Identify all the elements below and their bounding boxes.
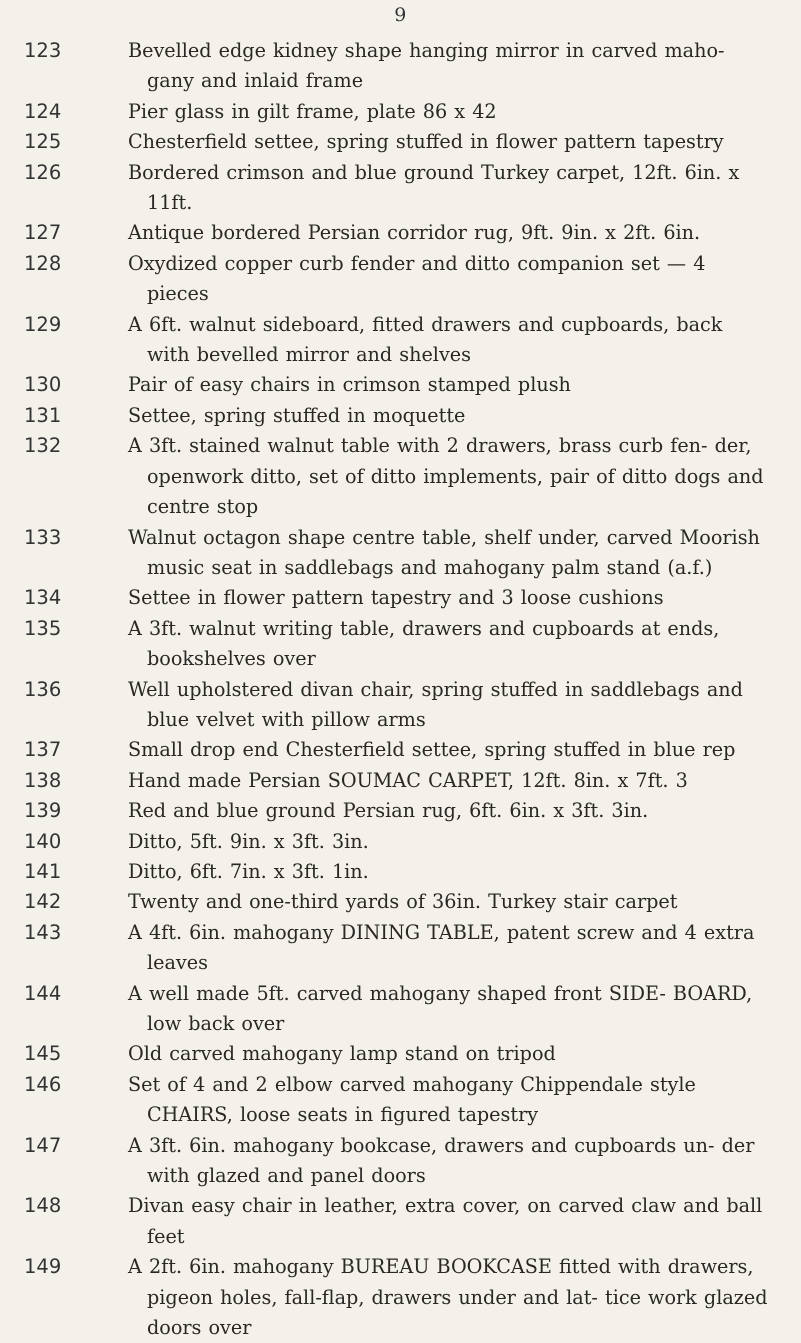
lot-entry	[0, 918, 801, 979]
lot-number: 139	[24, 799, 62, 823]
lot-number: 147	[24, 1133, 62, 1157]
lot-entry	[0, 523, 801, 584]
lot-description: Pier glass in gilt frame, plate 86 x 42	[128, 99, 497, 123]
lot-description: Ditto, 5ft. 9in. x 3ft. 3in.	[128, 829, 369, 853]
lot-entry	[0, 1252, 801, 1343]
lot-entry	[0, 857, 801, 887]
lot-description: Old carved mahogany lamp stand on tripod	[128, 1042, 556, 1066]
lot-entry	[0, 370, 801, 400]
lot-entry	[0, 158, 801, 219]
lot-entry	[0, 979, 801, 1040]
lot-entry	[0, 401, 801, 431]
lot-description: A 3ft. 6in. mahogany bookcase, drawers and cupboards un- der with glazed and panel doors	[128, 1133, 755, 1188]
page-number: 9	[394, 4, 407, 26]
lot-description: Set of 4 and 2 elbow carved mahogany Chippendale style CHAIRS, loose seats in figured tapestry	[128, 1072, 696, 1127]
lot-number: 132	[24, 434, 62, 458]
lot-number: 135	[24, 616, 62, 640]
lot-number: 145	[24, 1042, 62, 1066]
lot-number: 133	[24, 525, 62, 549]
lot-number: 131	[24, 403, 62, 427]
lot-number: 130	[24, 373, 62, 397]
lot-number: 142	[24, 890, 62, 914]
lot-description: A 6ft. walnut sideboard, fitted drawers and cupboards, back with bevelled mirror and shelves	[128, 312, 723, 367]
lot-description: A well made 5ft. carved mahogany shaped front SIDE- BOARD, low back over	[128, 981, 753, 1035]
lot-number: 127	[24, 221, 62, 245]
lot-description: Walnut octagon shape centre table, shelf under, carved Moorish music seat in saddlebags and mahogany palm stand (a.f.)	[128, 525, 760, 579]
lot-entry	[0, 310, 801, 371]
lot-number: 136	[24, 677, 62, 701]
lot-description: A 4ft. 6in. mahogany DINING TABLE, patent screw and 4 extra leaves	[128, 920, 755, 975]
lot-number: 134	[24, 586, 62, 610]
lot-number: 140	[24, 829, 62, 853]
lot-entry	[0, 735, 801, 765]
lot-entry	[0, 249, 801, 310]
lot-list	[0, 36, 801, 1343]
lot-description: Settee, spring stuffed in moquette	[128, 403, 466, 427]
lot-description: Ditto, 6ft. 7in. x 3ft. 1in.	[128, 859, 369, 883]
lot-entry	[0, 1070, 801, 1131]
lot-description: Pair of easy chairs in crimson stamped plush	[128, 373, 571, 397]
lot-entry	[0, 36, 801, 97]
lot-description: A 3ft. walnut writing table, drawers and cupboards at ends, bookshelves over	[128, 616, 720, 671]
lot-description: Bevelled edge kidney shape hanging mirror in carved maho- gany and inlaid frame	[128, 39, 725, 93]
lot-number: 128	[24, 251, 62, 275]
lot-description: A 2ft. 6in. mahogany BUREAU BOOKCASE fitted with drawers, pigeon holes, fall-flap, drawers under and lat- tice work glazed doors over	[128, 1255, 768, 1340]
lot-description: Antique bordered Persian corridor rug, 9ft. 9in. x 2ft. 6in.	[128, 221, 701, 245]
lot-number: 138	[24, 768, 62, 792]
lot-entry	[0, 97, 801, 127]
lot-description: Settee in flower pattern tapestry and 3 loose cushions	[128, 586, 664, 610]
lot-number: 146	[24, 1072, 62, 1096]
lot-entry	[0, 796, 801, 826]
lot-number: 125	[24, 130, 62, 154]
lot-number: 137	[24, 738, 62, 762]
lot-entry	[0, 583, 801, 613]
lot-description: Bordered crimson and blue ground Turkey carpet, 12ft. 6in. x 11ft.	[128, 160, 740, 215]
lot-number: 124	[24, 99, 62, 123]
lot-entry	[0, 675, 801, 736]
lot-description: Red and blue ground Persian rug, 6ft. 6in. x 3ft. 3in.	[128, 799, 649, 823]
lot-entry	[0, 1191, 801, 1252]
lot-entry	[0, 614, 801, 675]
lot-description: Twenty and one-third yards of 36in. Turkey stair carpet	[128, 890, 678, 914]
lot-number: 148	[24, 1194, 62, 1218]
lot-entry	[0, 1039, 801, 1069]
lot-description: Hand made Persian SOUMAC CARPET, 12ft. 8in. x 7ft. 3	[128, 768, 688, 792]
lot-entry	[0, 127, 801, 157]
lot-description: Small drop end Chesterfield settee, spring stuffed in blue rep	[128, 738, 736, 762]
lot-description: Oxydized copper curb fender and ditto companion set — 4 pieces	[128, 251, 706, 306]
lot-entry	[0, 887, 801, 917]
lot-description: Chesterfield settee, spring stuffed in flower pattern tapestry	[128, 130, 724, 154]
lot-entry	[0, 1131, 801, 1192]
lot-entry	[0, 431, 801, 522]
lot-entry	[0, 766, 801, 796]
lot-description: A 3ft. stained walnut table with 2 drawers, brass curb fen- der, openwork ditto, set of ditto implements, pair of ditto dogs and centre stop	[128, 434, 764, 519]
lot-number: 144	[24, 981, 62, 1005]
lot-entry	[0, 827, 801, 857]
lot-description: Divan easy chair in leather, extra cover, on carved claw and ball feet	[128, 1194, 763, 1248]
lot-number: 126	[24, 160, 62, 184]
lot-number: 129	[24, 312, 62, 336]
lot-number: 149	[24, 1255, 62, 1279]
lot-entry	[0, 218, 801, 248]
lot-description: Well upholstered divan chair, spring stuffed in saddlebags and blue velvet with pillow arms	[128, 677, 743, 731]
lot-number: 123	[24, 39, 62, 62]
lot-number: 141	[24, 859, 62, 883]
lot-number: 143	[24, 920, 62, 944]
